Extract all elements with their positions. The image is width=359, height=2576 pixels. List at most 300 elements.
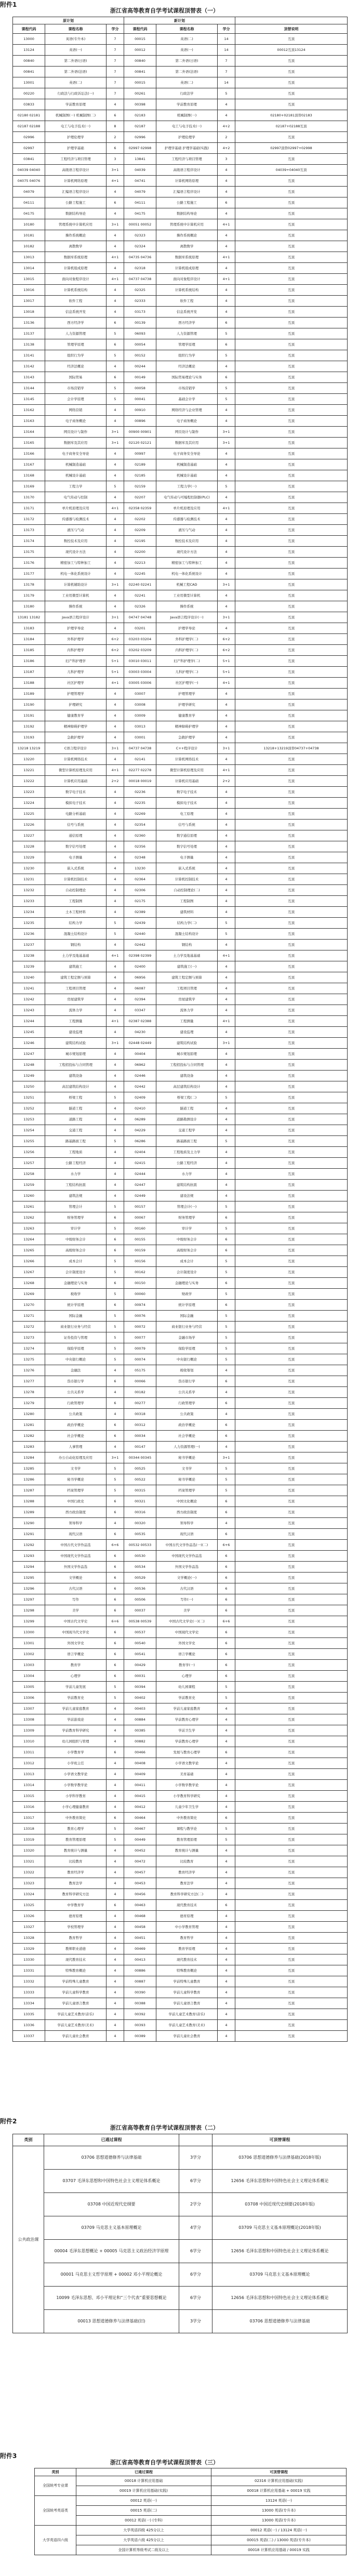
old-name-cell: 学校管理学	[45, 1922, 107, 1933]
old-code-cell: 13291	[13, 1529, 45, 1540]
new-code-cell: 00390	[124, 1987, 156, 1998]
new-name-cell: 电气传动与可编程控制器(PLC)	[156, 492, 218, 503]
new-name-cell: 机电一体化系统设计	[156, 569, 218, 579]
credit-cell: 6学分	[179, 2240, 212, 2263]
new-name-cell: 审计学	[156, 1223, 218, 1234]
old-name-cell: 面向对象程序设计	[45, 274, 107, 285]
table-row	[13, 318, 348, 328]
old-code-cell: 13271	[13, 1311, 45, 1322]
new-name-cell: 单片机原理及应用	[156, 503, 218, 514]
old-code-cell: 13278	[13, 1387, 45, 1398]
old-code-cell: 13276	[13, 1365, 45, 1376]
table-row	[13, 885, 348, 896]
note-cell: 互顶	[235, 208, 348, 219]
new-name-cell: 自动控制理论(二)	[156, 885, 218, 896]
note-cell: 互顶	[235, 1747, 348, 1758]
note-cell: 互顶	[235, 579, 348, 590]
new-name-cell: 古代汉语	[156, 1583, 218, 1594]
old-code-cell: 13241	[13, 983, 45, 994]
new-credit-cell: 5	[218, 1322, 235, 1332]
old-name-cell: 电子商务概论	[45, 416, 107, 427]
old-credit-cell: 4	[107, 623, 124, 634]
new-code-cell: 02354	[124, 820, 156, 830]
table-group-header-row	[13, 17, 348, 24]
old-credit-cell: 4	[107, 1802, 124, 1813]
old-code-cell: 13193	[13, 732, 45, 743]
new-code-cell: 00522	[124, 1474, 156, 1485]
old-name-cell: 现代教育技术	[45, 1954, 107, 1965]
old-code-cell: 13314	[13, 1780, 45, 1791]
old-code-cell: 13173	[13, 525, 45, 536]
new-name-cell: 教育学(一)	[156, 1660, 218, 1671]
old-name-cell: C语言程序设计	[45, 743, 107, 754]
table-row	[13, 1518, 348, 1529]
table-row	[13, 1813, 348, 1824]
table-row	[13, 394, 348, 405]
new-credit-cell: 6	[218, 1562, 235, 1573]
t3-header-passed: 已通过课程	[76, 2468, 211, 2476]
new-credit-cell: 4	[218, 787, 235, 798]
table-row	[13, 263, 348, 274]
passed-course-cell: 大学英语四级 425分以上	[76, 2526, 211, 2535]
table-row	[13, 383, 348, 394]
old-code-cell: 13254	[13, 1125, 45, 1136]
new-credit-cell: 6+2	[218, 645, 235, 656]
old-code-cell: 02996	[13, 132, 45, 143]
old-code-cell: 13275	[13, 1354, 45, 1365]
passed-course-cell: 00015 英语(二)	[76, 2506, 211, 2516]
note-cell: 互顶	[235, 765, 348, 776]
old-name-cell: 管理会计	[45, 1201, 107, 1212]
old-name-cell: 计算机网络技术	[45, 754, 107, 765]
table-row	[13, 405, 348, 416]
old-credit-cell: 5+1	[107, 667, 124, 678]
old-credit-cell: 6	[107, 1212, 124, 1223]
old-code-cell: 13252	[13, 1103, 45, 1114]
new-credit-cell: 4	[218, 285, 235, 296]
table-row	[13, 1703, 348, 1714]
table-row	[13, 1376, 348, 1387]
old-credit-cell: 6	[107, 339, 124, 350]
new-name-cell: 内科护理学(二)	[156, 645, 218, 656]
new-name-cell: 档案管理学	[156, 1485, 218, 1496]
old-name-cell: 急救护理学	[45, 732, 107, 743]
new-credit-cell: 4	[218, 896, 235, 907]
old-name-cell: 现代设计方法	[45, 547, 107, 558]
new-credit-cell: 5	[218, 1834, 235, 1845]
table-row	[13, 481, 348, 492]
old-code-cell: 04111	[13, 197, 45, 208]
old-code-cell: 13181 13182	[13, 612, 45, 623]
new-code-cell: 02444	[124, 1169, 156, 1180]
new-credit-cell: 5+1	[218, 667, 235, 678]
table-row	[13, 569, 348, 579]
old-code-cell: 13137	[13, 328, 45, 339]
new-code-cell: 06956	[124, 972, 156, 983]
new-name-cell: 秘书学概论	[156, 1452, 218, 1463]
note-cell: 02997顶替02997+02998	[235, 143, 348, 154]
new-code-cell: 02394	[124, 994, 156, 1005]
new-name-cell: 税收筹划	[156, 1365, 218, 1376]
old-name-cell: 高级语言程序设计	[45, 165, 107, 176]
new-name-cell: 学前教育心理学	[156, 1714, 218, 1725]
table-row	[13, 1060, 348, 1071]
new-name-cell: 路基路面工程	[156, 1136, 218, 1147]
new-credit-cell: 4	[218, 99, 235, 110]
old-credit-cell: 4	[107, 1714, 124, 1725]
table-row	[13, 1791, 348, 1802]
old-credit-cell: 6+6	[107, 1540, 124, 1551]
substitute-course-cell: 03709 马克思主义基本原理概论	[212, 2263, 348, 2287]
new-name-cell: 工程招投标与合同管理	[156, 1060, 218, 1071]
old-name-cell: 中国古代文学史	[45, 1616, 107, 1627]
old-credit-cell: 4	[107, 1922, 124, 1933]
old-name-cell: 数控技术及应用	[45, 536, 107, 547]
note-cell: 互顶	[235, 1289, 348, 1300]
table-row	[13, 1649, 348, 1660]
header-old-name: 课程名称	[45, 24, 107, 34]
new-name-cell: 水力学	[156, 1169, 218, 1180]
new-credit-cell: 6	[218, 1649, 235, 1660]
old-code-cell: 13124	[13, 45, 45, 56]
new-credit-cell: 4	[218, 874, 235, 885]
old-code-cell: 13301	[13, 1638, 45, 1649]
note-cell: 互顶	[235, 1300, 348, 1311]
note-cell: 互顶	[235, 1060, 348, 1071]
new-code-cell: 00411	[124, 1780, 156, 1791]
note-cell: 互顶	[235, 230, 348, 241]
old-name-cell: 工程地质	[45, 1147, 107, 1158]
old-code-cell: 13168	[13, 470, 45, 481]
note-cell: 互顶	[235, 176, 348, 187]
note-cell: 互顶	[235, 1845, 348, 1856]
new-code-cell: 00012	[124, 45, 156, 56]
new-code-cell: 02202	[124, 514, 156, 525]
old-code-cell: 13283	[13, 1442, 45, 1452]
table-row	[13, 1944, 348, 1954]
new-credit-cell: 4	[218, 885, 235, 896]
table-row	[13, 339, 348, 350]
old-name-cell: 液压与气动	[45, 525, 107, 536]
old-credit-cell: 4	[107, 1180, 124, 1191]
old-name-cell: 中国行政史	[45, 1496, 107, 1507]
note-cell: 互顶	[235, 1944, 348, 1954]
note-cell: 互顶	[235, 1234, 348, 1245]
old-name-cell: 财务管理学	[45, 1212, 107, 1223]
new-code-cell: 02277 02278	[124, 765, 156, 776]
old-code-cell: 13016	[13, 285, 45, 296]
new-credit-cell: 5	[218, 1256, 235, 1267]
old-credit-cell: 7	[107, 88, 124, 99]
passed-course-cell: 00013 思想道德修养与法律基础(旧)	[44, 2310, 179, 2333]
new-code-cell: 00466	[124, 1747, 156, 1758]
new-name-cell: 道路勘测设计	[156, 1114, 218, 1125]
old-name-cell: 审计学	[45, 1223, 107, 1234]
table-row	[13, 514, 348, 525]
new-credit-cell: 4	[218, 176, 235, 187]
old-credit-cell: 5	[107, 1092, 124, 1103]
new-name-cell: 中级财务会计	[156, 1234, 218, 1245]
table-row	[13, 1136, 348, 1147]
old-name-cell: 交通工程	[45, 1125, 107, 1136]
new-credit-cell: 6	[218, 1431, 235, 1442]
table-row	[13, 1256, 348, 1267]
old-code-cell: 13337	[13, 2031, 45, 2042]
table-row	[13, 2287, 348, 2310]
old-credit-cell: 3+1	[107, 219, 124, 230]
new-name-cell: 土力学及地基基础	[156, 950, 218, 961]
table-row	[13, 1736, 348, 1747]
new-name-cell: 机械设计基础	[156, 470, 218, 481]
table-row	[13, 667, 348, 678]
new-code-cell: 03347	[124, 1005, 156, 1016]
passed-course-cell: 03706 思想道德修养与法律基础	[44, 2146, 179, 2170]
table-row	[13, 1562, 348, 1573]
old-credit-cell: 6	[107, 1900, 124, 1911]
new-code-cell: 00076	[124, 1311, 156, 1322]
old-name-cell: 儿科护理学	[45, 667, 107, 678]
new-credit-cell: 4	[218, 907, 235, 918]
old-code-cell: 13268	[13, 1278, 45, 1289]
new-code-cell: 02195	[124, 536, 156, 547]
old-credit-cell: 4	[107, 885, 124, 896]
old-credit-cell: 4	[107, 590, 124, 601]
old-name-cell: 计算机组成原理	[45, 263, 107, 274]
old-name-cell: 微型计算机原理及应用	[45, 765, 107, 776]
table-row	[13, 34, 348, 45]
new-name-cell: 中外教育简史	[156, 1813, 218, 1824]
new-credit-cell: 4+1	[218, 950, 235, 961]
table-row	[35, 2545, 347, 2555]
new-name-cell: 中央银行概论	[156, 1354, 218, 1365]
new-name-cell: 传感器与检测技术	[156, 514, 218, 525]
old-code-cell: 13225	[13, 809, 45, 820]
new-credit-cell: 4	[218, 307, 235, 318]
old-code-cell: 13242	[13, 994, 45, 1005]
old-name-cell: 工业用微型计算机	[45, 590, 107, 601]
old-code-cell: 13235	[13, 918, 45, 929]
passed-course-cell: 00012 英语(一)	[76, 2496, 211, 2506]
old-code-cell: 13282	[13, 1431, 45, 1442]
note-cell: 互顶	[235, 1802, 348, 1813]
new-credit-cell: 4	[218, 754, 235, 765]
old-credit-cell: 5	[107, 1311, 124, 1322]
new-name-cell: 学前教育原理	[156, 99, 218, 110]
old-credit-cell: 4	[107, 1114, 124, 1125]
old-code-cell: 02997	[13, 143, 45, 154]
old-code-cell: 13290	[13, 1518, 45, 1529]
new-credit-cell: 4	[218, 1802, 235, 1813]
new-credit-cell: 4	[218, 263, 235, 274]
new-code-cell: 03001	[124, 732, 156, 743]
old-name-cell: 教育统计与测量	[45, 1845, 107, 1856]
table-row	[13, 1594, 348, 1605]
new-code-cell: 02318	[124, 263, 156, 274]
old-name-cell: 第二外语(法语)	[45, 67, 107, 77]
old-credit-cell: 4+1	[107, 503, 124, 514]
old-credit-cell: 3+1	[107, 579, 124, 590]
old-credit-cell: 6+2	[107, 634, 124, 645]
note-cell: 互顶	[235, 885, 348, 896]
new-name-cell: 文书学	[156, 1463, 218, 1474]
old-credit-cell: 5	[107, 1332, 124, 1343]
new-code-cell: 00464	[124, 1813, 156, 1824]
new-code-cell: 00413	[124, 1954, 156, 1965]
old-name-cell: 英语(二)	[45, 77, 107, 88]
old-name-cell: 信号与系统	[45, 820, 107, 830]
old-credit-cell: 6	[107, 1529, 124, 1540]
old-code-cell: 13329	[13, 1944, 45, 1954]
new-credit-cell: 6	[218, 1660, 235, 1671]
old-credit-cell: 5	[107, 1693, 124, 1703]
new-code-cell: 00152	[124, 350, 156, 361]
note-cell: 互顶	[235, 1551, 348, 1562]
old-code-cell: 13184	[13, 634, 45, 645]
note-cell: 互顶	[235, 438, 348, 448]
old-code-cell: 13017	[13, 296, 45, 307]
old-code-cell: 13175	[13, 547, 45, 558]
table-row	[13, 590, 348, 601]
table-row	[13, 1169, 348, 1180]
note-cell: 互顶	[235, 1125, 348, 1136]
new-code-cell: 00404	[124, 1049, 156, 1060]
old-name-cell: 数据库系统原理	[45, 252, 107, 263]
new-credit-cell: 5	[218, 1485, 235, 1496]
new-name-cell: 学前儿童艺术教育(音乐)	[156, 2009, 218, 2020]
note-cell: 互顶	[235, 99, 348, 110]
old-credit-cell: 4	[107, 448, 124, 459]
old-credit-cell: 6	[107, 1660, 124, 1671]
old-code-cell: 13229	[13, 852, 45, 863]
old-name-cell: 中外教育简史	[45, 1813, 107, 1824]
new-name-cell: 秘书学概论	[156, 1474, 218, 1485]
old-code-cell: 13335	[13, 2009, 45, 2020]
new-name-cell: 会计制度设计	[156, 1267, 218, 1278]
old-name-cell: 建筑结构试验	[45, 1038, 107, 1049]
table-row	[13, 929, 348, 940]
old-name-cell: 古代汉语	[45, 1583, 107, 1594]
new-credit-cell: 4	[218, 165, 235, 176]
new-name-cell: 建筑工程定额与预算	[156, 972, 218, 983]
old-code-cell: 13014	[13, 263, 45, 274]
old-credit-cell: 5	[107, 481, 124, 492]
new-credit-cell: 4	[218, 1954, 235, 1965]
new-name-cell: 现代教育技术	[156, 1954, 218, 1965]
new-credit-cell: 6	[218, 1212, 235, 1223]
old-name-cell: 计算机辅助设计	[45, 579, 107, 590]
new-name-cell: 英语(一)	[156, 45, 218, 56]
table-row	[13, 99, 348, 110]
course-substitution-table-3	[34, 2468, 347, 2555]
new-code-cell: 02189	[124, 459, 156, 470]
new-name-cell: 中小学教育管理	[156, 1922, 218, 1933]
new-name-cell: 数字电子技术	[156, 787, 218, 798]
new-credit-cell: 6	[218, 1245, 235, 1256]
table-row	[13, 645, 348, 656]
new-credit-cell: 4+1	[218, 274, 235, 285]
new-credit-cell: 14	[218, 77, 235, 88]
new-code-cell: 02120 02121	[124, 438, 156, 448]
old-credit-cell: 4	[107, 699, 124, 710]
note-cell: 互顶	[235, 285, 348, 296]
old-name-cell: 工程测量	[45, 1016, 107, 1027]
note-cell: 互顶	[235, 481, 348, 492]
new-name-cell: 城市规划原理	[156, 1049, 218, 1060]
old-credit-cell: 7	[107, 34, 124, 45]
note-cell: 互顶	[235, 1813, 348, 1824]
note-cell: 互顶	[235, 623, 348, 634]
new-name-cell: 汇编语言程序设计	[156, 187, 218, 197]
new-code-cell: 00896	[124, 416, 156, 427]
new-name-cell: 心理学	[156, 1671, 218, 1682]
table-row	[13, 1180, 348, 1191]
table-row	[13, 1245, 348, 1256]
new-credit-cell: 4	[218, 798, 235, 809]
old-code-cell: 13138	[13, 339, 45, 350]
note-cell: 互顶	[235, 972, 348, 983]
table-row	[13, 1354, 348, 1365]
old-credit-cell: 5	[107, 1834, 124, 1845]
new-credit-cell: 5+1	[218, 656, 235, 667]
new-credit-cell: 4	[218, 1703, 235, 1714]
new-credit-cell: 4	[218, 830, 235, 841]
new-code-cell: 02325	[124, 285, 156, 296]
note-cell: 互顶	[235, 1409, 348, 1420]
old-credit-cell: 4	[107, 1780, 124, 1791]
old-credit-cell: 6	[107, 318, 124, 328]
new-name-cell: 护理学基础 护理学基础(实践)	[156, 143, 218, 154]
note-cell: 互顶	[235, 1736, 348, 1747]
old-credit-cell: 5	[107, 1463, 124, 1474]
old-code-cell: 13300	[13, 1627, 45, 1638]
old-credit-cell: 5	[107, 1682, 124, 1693]
new-code-cell: 00530	[124, 1551, 156, 1562]
old-name-cell: 西方经济学	[45, 318, 107, 328]
new-code-cell: 00037	[124, 1605, 156, 1616]
new-credit-cell: 3+1	[218, 427, 235, 438]
table-row	[35, 2476, 347, 2486]
old-name-cell: 学前教育原理	[45, 99, 107, 110]
new-credit-cell: 4	[218, 547, 235, 558]
new-credit-cell: 4	[218, 1442, 235, 1452]
old-name-cell: 公路工程施工	[45, 197, 107, 208]
new-credit-cell: 4	[218, 525, 235, 536]
old-credit-cell: 3+1	[107, 612, 124, 623]
old-credit-cell: 4	[107, 1933, 124, 1944]
new-credit-cell: 4	[218, 841, 235, 852]
old-code-cell: 13230	[13, 863, 45, 874]
new-name-cell: 财政学	[156, 1289, 218, 1300]
header-new-name: 课程名称	[156, 24, 218, 34]
old-code-cell: 13296	[13, 1583, 45, 1594]
old-credit-cell: 4	[107, 1071, 124, 1081]
new-credit-cell: 4	[218, 1060, 235, 1071]
new-code-cell: 02187	[124, 121, 156, 132]
substitute-course-cell: 13124 英语(一)	[211, 2496, 347, 2506]
new-credit-cell: 3	[218, 154, 235, 165]
note-cell: 互顶	[235, 569, 348, 579]
old-credit-cell: 4	[107, 983, 124, 994]
old-code-cell: 13179	[13, 590, 45, 601]
old-code-cell: 13326	[13, 1911, 45, 1922]
old-credit-cell: 4+1	[107, 176, 124, 187]
new-code-cell: 03201	[124, 623, 156, 634]
note-cell: 互顶	[235, 34, 348, 45]
old-credit-cell: 6	[107, 1398, 124, 1409]
note-cell: 互顶	[235, 219, 348, 230]
note-cell: 互顶	[235, 830, 348, 841]
old-credit-cell: 4	[107, 907, 124, 918]
